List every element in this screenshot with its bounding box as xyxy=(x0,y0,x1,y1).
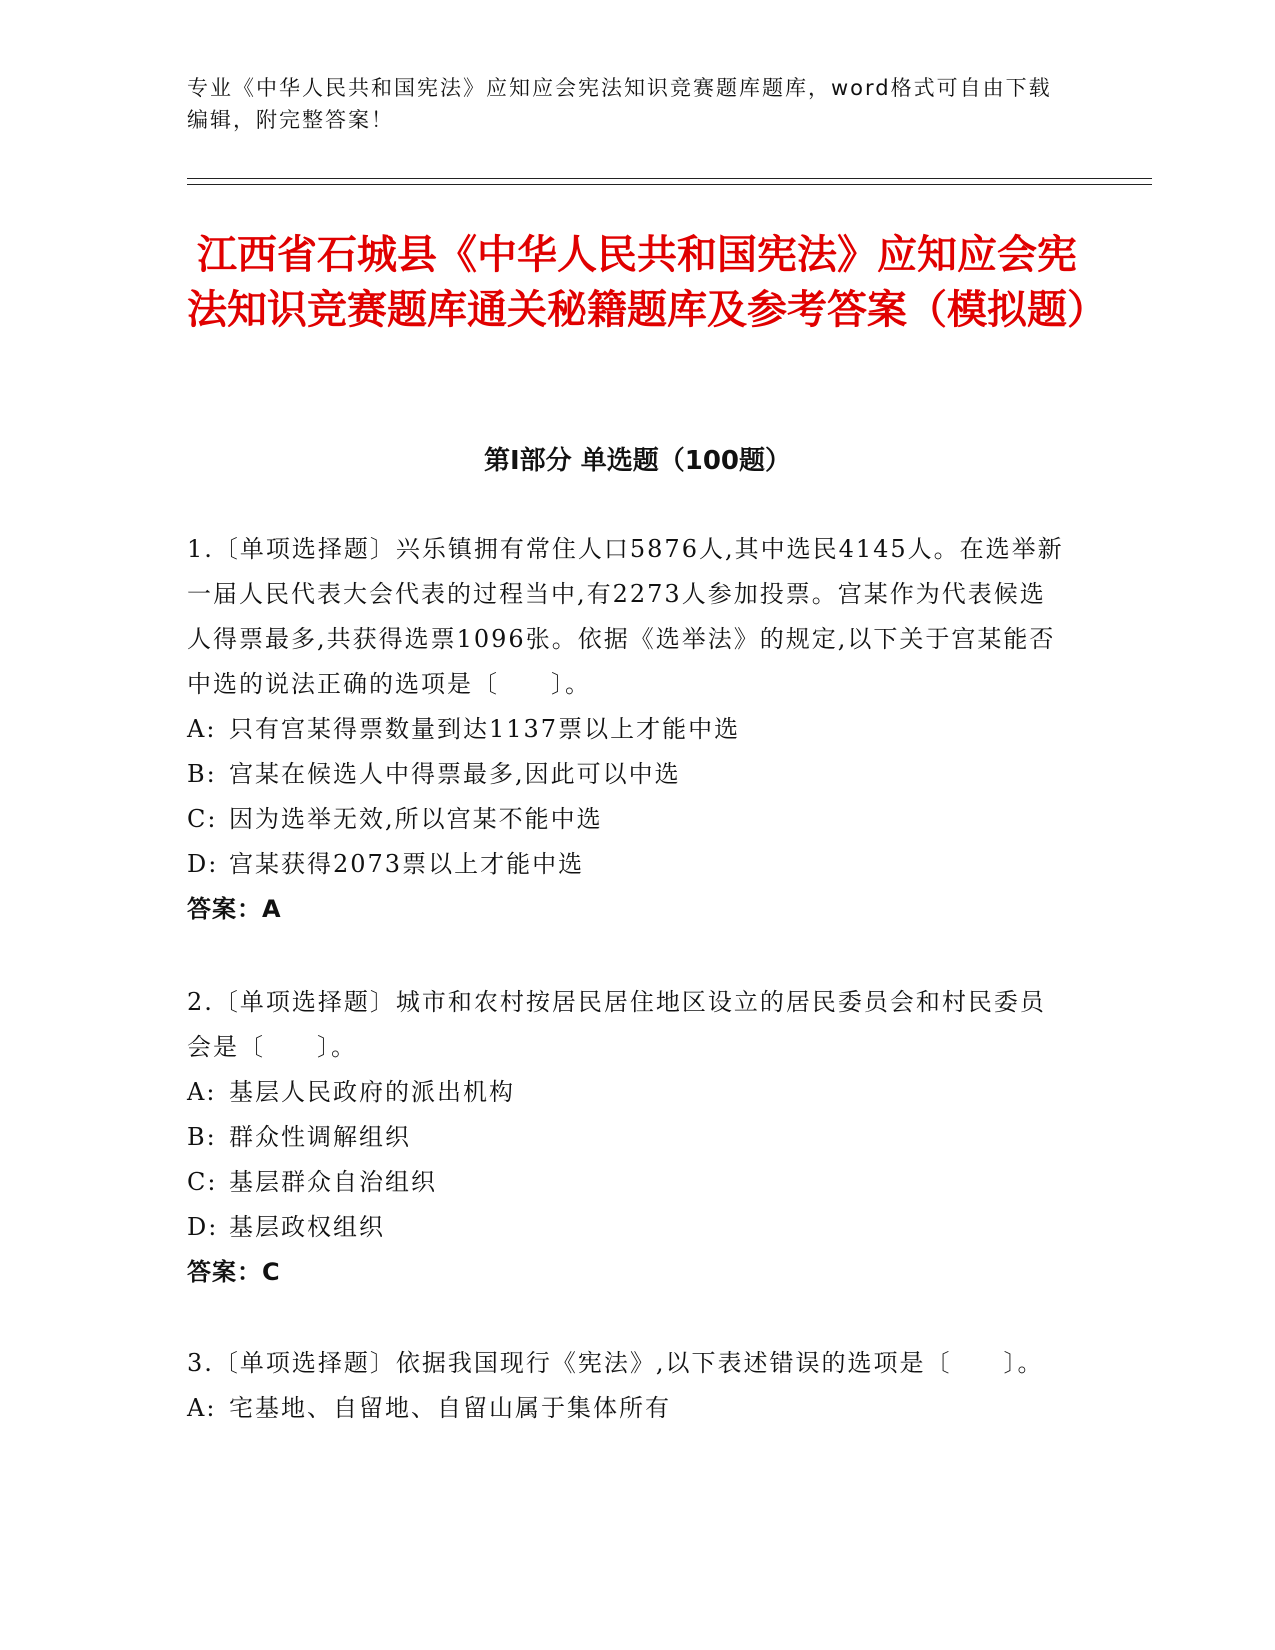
option-text: 基层政权组织 xyxy=(229,1213,385,1241)
option-b xyxy=(187,1115,1067,1160)
header-rule-bottom xyxy=(187,184,1152,185)
option-a xyxy=(187,1386,1067,1431)
option-a xyxy=(187,707,1067,752)
answer: 答案：C xyxy=(187,1258,281,1286)
option-key: D: xyxy=(187,1213,219,1241)
option-text: 宫某获得2073票以上才能中选 xyxy=(229,850,585,878)
option-text: 宅基地、自留地、自留山属于集体所有 xyxy=(229,1394,671,1422)
question-text: 2.〔单项选择题〕城市和农村按居民居住地区设立的居民委员会和村民委员会是〔 〕。 xyxy=(187,988,1046,1061)
question-block xyxy=(187,527,1067,932)
section-heading: 第Ⅰ部分 单选题（100题） xyxy=(484,446,791,476)
option-b xyxy=(187,752,1067,797)
option-key: C: xyxy=(187,1168,218,1196)
answer: 答案：A xyxy=(187,895,282,923)
option-text: 群众性调解组织 xyxy=(229,1123,411,1151)
option-c xyxy=(187,1160,1067,1205)
document-intro: 专业《中华人民共和国宪法》应知应会宪法知识竞赛题库题库，word格式可自由下载编辑，附完整答案！ xyxy=(187,76,1052,132)
option-key: A: xyxy=(187,1394,217,1422)
question-text: 1.〔单项选择题〕兴乐镇拥有常住人口5876人,其中选民4145人。在选举新一届人民代表大会代表的过程当中,有2273人参加投票。宫某作为代表候选人得票最多,共获得选票1096张。依据《选举法》的规定,以下关于宫某能否中选的说法正确的选项是〔 〕。 xyxy=(187,535,1064,698)
option-key: C: xyxy=(187,805,218,833)
document-title: 江西省石城县《中华人民共和国宪法》应知应会宪法知识竞赛题库通关秘籍题库及参考答案（模拟题） xyxy=(187,232,1107,333)
question-text: 3.〔单项选择题〕依据我国现行《宪法》,以下表述错误的选项是〔 〕。 xyxy=(187,1349,1044,1377)
option-key: A: xyxy=(187,1078,217,1106)
option-c xyxy=(187,797,1067,842)
option-text: 因为选举无效,所以宫某不能中选 xyxy=(229,805,603,833)
option-text: 宫某在候选人中得票最多,因此可以中选 xyxy=(229,760,681,788)
option-text: 基层人民政府的派出机构 xyxy=(229,1078,515,1106)
option-key: D: xyxy=(187,850,219,878)
question-block xyxy=(187,980,1067,1295)
option-key: B: xyxy=(187,760,217,788)
question-block xyxy=(187,1341,1067,1431)
option-key: B: xyxy=(187,1123,217,1151)
option-d xyxy=(187,1205,1067,1250)
option-text: 只有宫某得票数量到达1137票以上才能中选 xyxy=(229,715,741,743)
option-a xyxy=(187,1070,1067,1115)
header-rule-top xyxy=(187,178,1152,179)
option-key: A: xyxy=(187,715,217,743)
option-d xyxy=(187,842,1067,887)
option-text: 基层群众自治组织 xyxy=(229,1168,437,1196)
